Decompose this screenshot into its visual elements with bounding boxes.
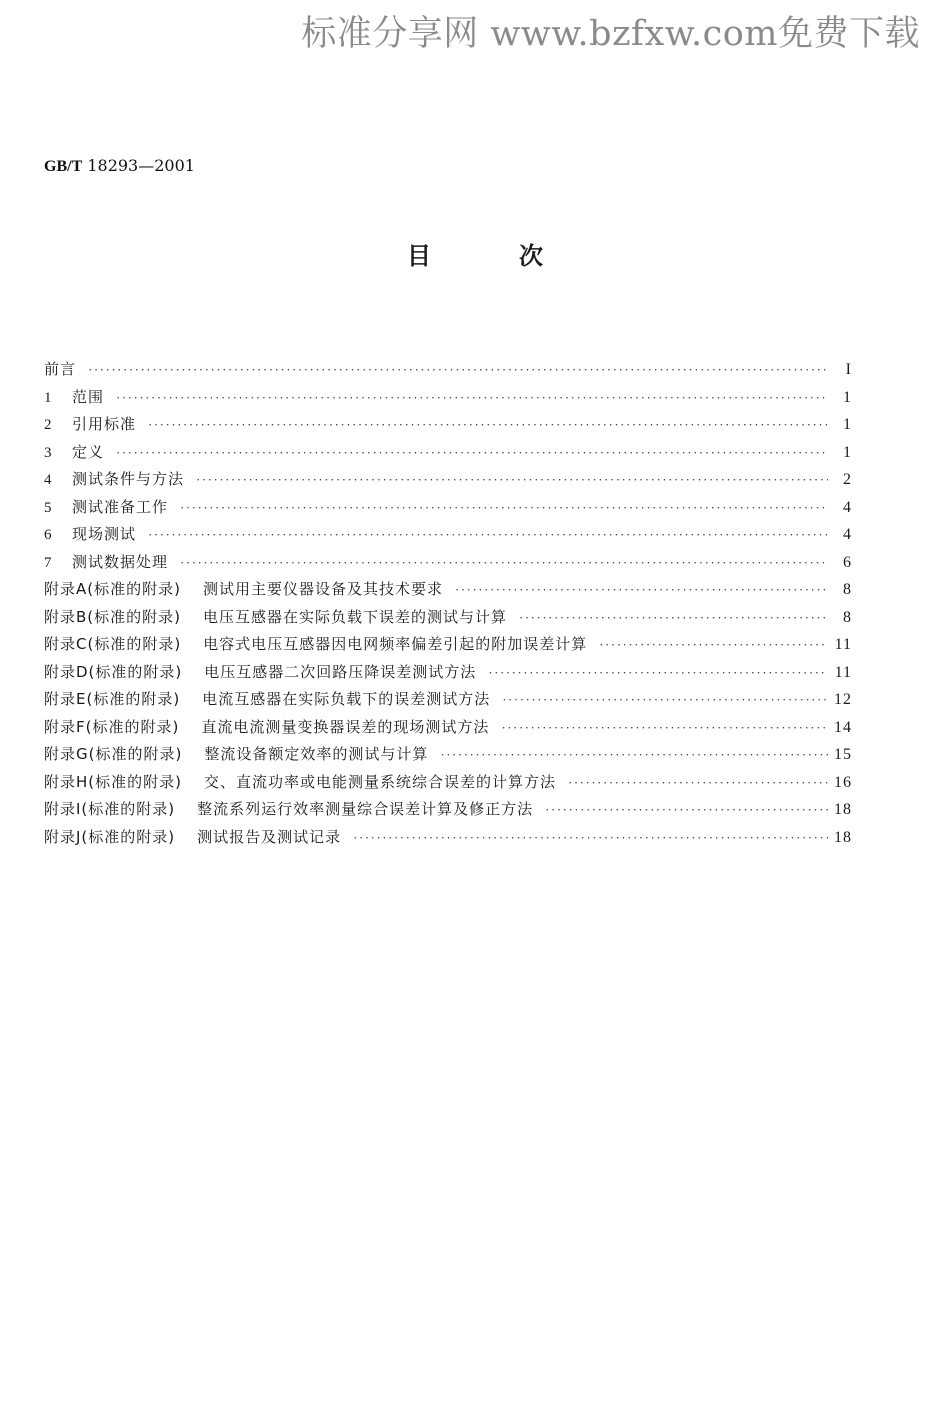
toc-entry[interactable] <box>44 686 852 714</box>
toc-entry-title: 电压互感器二次回路压降误差测试方法 <box>204 662 477 681</box>
toc-entry-title: 测试报告及测试记录 <box>197 827 342 846</box>
toc-entry-title: 测试数据处理 <box>72 552 169 571</box>
toc-entry[interactable] <box>44 466 852 494</box>
toc-section-number: 6 <box>44 527 53 543</box>
toc-dot-leader <box>353 824 828 852</box>
toc-page-number: 1 <box>843 443 852 461</box>
toc-annex-label: 附录H(标准的附录) <box>44 772 182 791</box>
toc-entry-title: 测试用主要仪器设备及其技术要求 <box>202 580 443 598</box>
toc-entry[interactable] <box>44 769 852 797</box>
toc-entry-title: 引用标准 <box>72 415 137 433</box>
toc-entry[interactable] <box>44 604 852 632</box>
toc-dot-leader <box>568 769 828 797</box>
toc-annex-label: 附录A(标准的附录) <box>44 580 181 598</box>
toc-section-number: 2 <box>44 417 53 433</box>
toc-entry-title: 定义 <box>72 442 105 461</box>
standard-code <box>44 156 195 176</box>
toc-dot-leader <box>116 384 828 412</box>
toc-entry-title: 前言 <box>44 360 77 378</box>
table-of-contents <box>44 356 852 851</box>
toc-dot-leader <box>180 494 828 522</box>
toc-entry[interactable] <box>44 384 852 412</box>
toc-page-number: 12 <box>834 691 852 708</box>
toc-dot-leader <box>148 521 828 549</box>
watermark-text: 标准分享网 www.bzfxw.com免费下载 <box>301 14 920 54</box>
toc-page-number: 1 <box>843 388 852 406</box>
toc-dot-leader <box>599 631 828 659</box>
toc-entry[interactable] <box>44 411 852 439</box>
toc-entry-title: 整流设备额定效率的测试与计算 <box>204 745 429 763</box>
title-char-2: 次 <box>519 242 543 270</box>
toc-dot-leader <box>180 549 828 577</box>
toc-section-number: 4 <box>44 472 53 488</box>
toc-dot-leader <box>440 741 828 769</box>
toc-page-number: 11 <box>834 663 852 681</box>
toc-dot-leader <box>148 411 828 439</box>
toc-annex-label: 附录I(标准的附录) <box>44 800 176 818</box>
toc-page-number: 1 <box>843 416 852 433</box>
toc-dot-leader <box>502 686 828 714</box>
toc-section-number: 7 <box>44 554 53 571</box>
toc-entry-title: 电流互感器在实际负载下的误差测试方法 <box>202 690 491 708</box>
toc-entry[interactable] <box>44 356 852 384</box>
toc-entry[interactable] <box>44 521 852 549</box>
toc-page-number: 16 <box>834 773 852 791</box>
toc-page-number: 4 <box>843 498 852 516</box>
toc-section-number: 5 <box>44 499 53 516</box>
toc-entry-title: 整流系列运行效率测量综合误差计算及修正方法 <box>197 800 534 818</box>
toc-entry[interactable] <box>44 796 852 824</box>
toc-page-number: 6 <box>843 553 852 571</box>
toc-entry[interactable] <box>44 659 852 687</box>
page-title <box>0 236 950 271</box>
toc-annex-label: 附录G(标准的附录) <box>44 745 183 763</box>
toc-page-number: 8 <box>843 608 852 626</box>
toc-page-number: 15 <box>834 746 852 763</box>
toc-page-number: I <box>845 361 852 378</box>
toc-annex-label: 附录E(标准的附录) <box>44 690 181 708</box>
toc-dot-leader <box>196 466 828 494</box>
toc-entry[interactable] <box>44 741 852 769</box>
toc-entry-title: 电压互感器在实际负载下误差的测试与计算 <box>203 607 508 626</box>
toc-annex-label: 附录B(标准的附录) <box>44 607 181 626</box>
standard-number: 18293—2001 <box>87 156 195 175</box>
toc-page-number: 14 <box>834 718 852 736</box>
toc-entry-title: 交、直流功率或电能测量系统综合误差的计算方法 <box>203 772 556 791</box>
toc-entry-title: 电容式电压互感器因电网频率偏差引起的附加误差计算 <box>203 635 588 653</box>
toc-entry[interactable] <box>44 824 852 852</box>
toc-page-number: 18 <box>834 801 852 818</box>
title-char-1: 目 <box>407 242 431 270</box>
toc-entry[interactable] <box>44 631 852 659</box>
toc-page-number: 2 <box>843 471 852 488</box>
toc-dot-leader <box>88 356 828 384</box>
toc-section-number: 3 <box>44 444 53 461</box>
toc-dot-leader <box>501 714 828 742</box>
toc-entry-title: 测试条件与方法 <box>72 470 185 488</box>
standard-prefix: GB/T <box>44 158 83 175</box>
toc-page-number: 18 <box>834 828 852 846</box>
toc-entry-title: 范围 <box>72 387 105 406</box>
toc-page-number: 11 <box>834 636 852 653</box>
toc-entry-title: 测试准备工作 <box>72 497 169 516</box>
toc-annex-label: 附录C(标准的附录) <box>44 635 182 653</box>
toc-section-number: 1 <box>44 389 53 406</box>
toc-dot-leader <box>519 604 828 632</box>
toc-entry[interactable] <box>44 439 852 467</box>
toc-dot-leader <box>545 796 828 824</box>
toc-entry-title: 现场测试 <box>72 525 137 543</box>
toc-entry[interactable] <box>44 576 852 604</box>
toc-page-number: 8 <box>843 581 852 598</box>
toc-dot-leader <box>488 659 828 687</box>
toc-annex-label: 附录F(标准的附录) <box>44 717 180 736</box>
toc-entry[interactable] <box>44 549 852 577</box>
toc-page-number: 4 <box>843 526 852 543</box>
toc-entry[interactable] <box>44 494 852 522</box>
toc-annex-label: 附录D(标准的附录) <box>44 662 183 681</box>
toc-entry[interactable] <box>44 714 852 742</box>
toc-dot-leader <box>455 576 828 604</box>
toc-entry-title: 直流电流测量变换器误差的现场测试方法 <box>201 717 490 736</box>
toc-dot-leader <box>116 439 828 467</box>
toc-annex-label: 附录J(标准的附录) <box>44 827 176 846</box>
